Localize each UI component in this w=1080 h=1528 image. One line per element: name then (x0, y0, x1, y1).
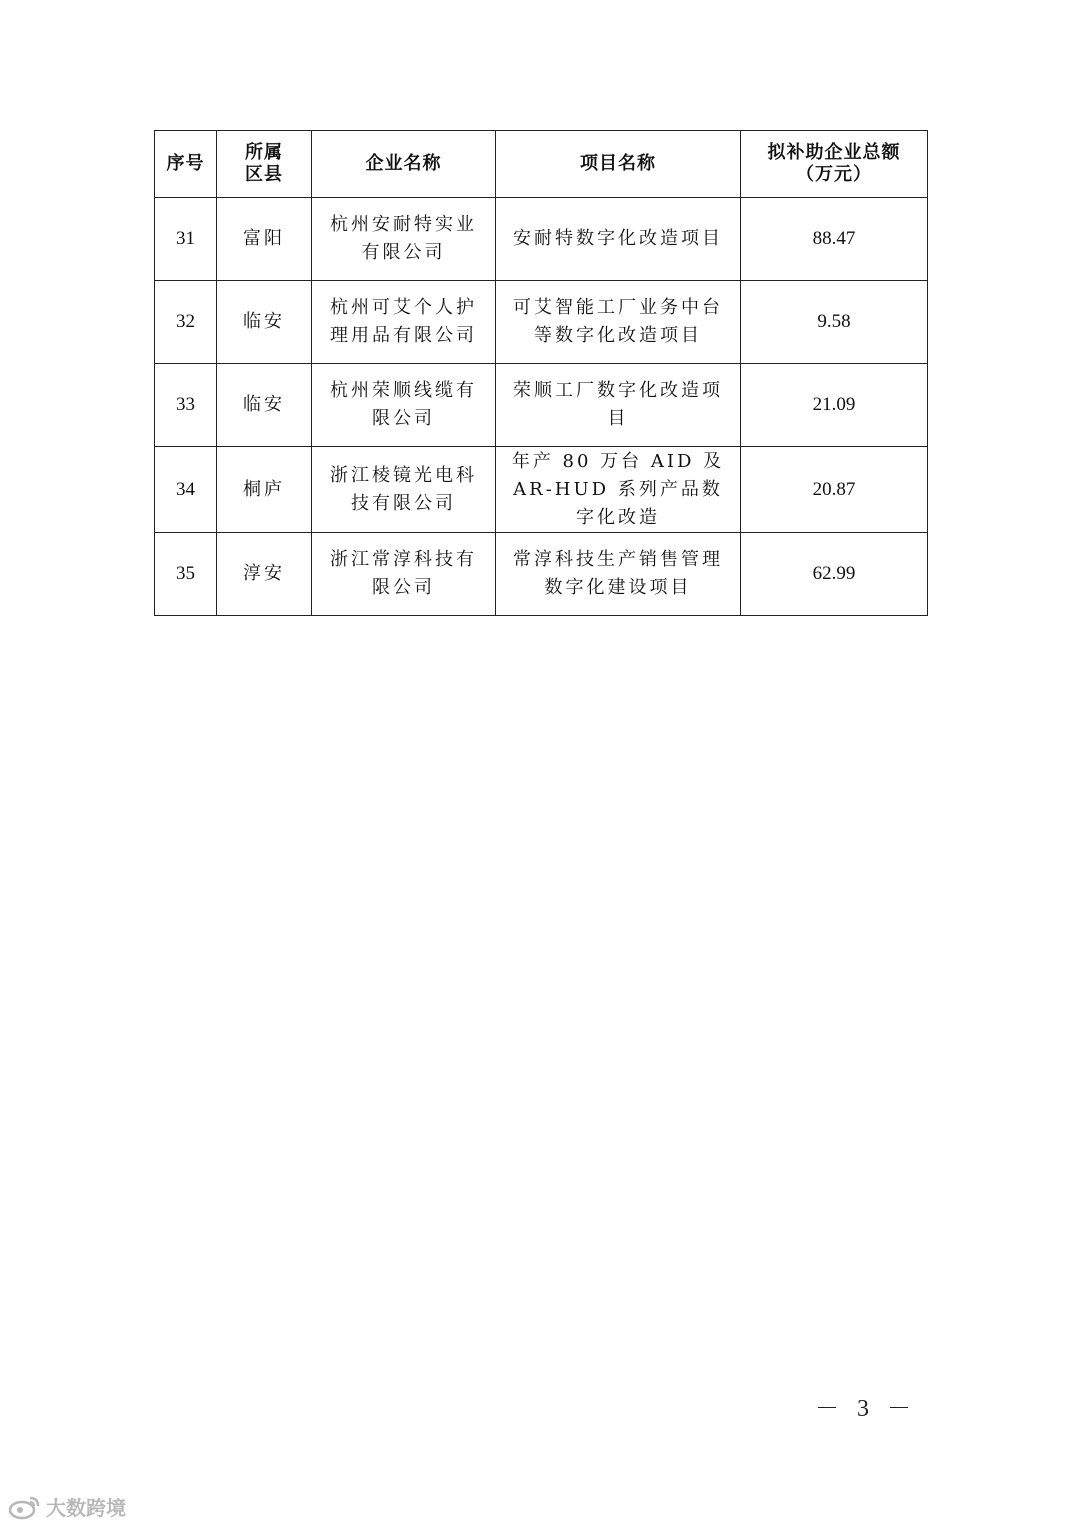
cell-region: 淳安 (217, 533, 312, 616)
cell-amount: 62.99 (741, 533, 928, 616)
cell-project: 安耐特数字化改造项目 (496, 198, 741, 281)
header-num: 序号 (155, 131, 217, 198)
table-row (155, 447, 928, 533)
cell-company: 浙江棱镜光电科技有限公司 (312, 447, 496, 533)
header-company: 企业名称 (312, 131, 496, 198)
subsidy-table (154, 130, 928, 616)
cell-amount: 20.87 (741, 447, 928, 533)
cell-num: 34 (155, 447, 217, 533)
table-row (155, 364, 928, 447)
cell-company: 浙江常淳科技有限公司 (312, 533, 496, 616)
cell-num: 32 (155, 281, 217, 364)
cell-company: 杭州可艾个人护理用品有限公司 (312, 281, 496, 364)
cell-amount: 9.58 (741, 281, 928, 364)
table-row (155, 533, 928, 616)
cell-region: 临安 (217, 364, 312, 447)
watermark (8, 1492, 126, 1521)
table-header-row (155, 131, 928, 198)
cell-amount: 21.09 (741, 364, 928, 447)
cell-num: 35 (155, 533, 217, 616)
header-amount: 拟补助企业总额 （万元） (741, 131, 928, 198)
page-number: － 3 － (815, 1396, 917, 1422)
weibo-logo-icon (8, 1494, 42, 1520)
header-project: 项目名称 (496, 131, 741, 198)
cell-amount: 88.47 (741, 198, 928, 281)
table-row (155, 198, 928, 281)
cell-project: 可艾智能工厂业务中台等数字化改造项目 (496, 281, 741, 364)
cell-region: 临安 (217, 281, 312, 364)
cell-company: 杭州安耐特实业有限公司 (312, 198, 496, 281)
cell-project: 荣顺工厂数字化改造项目 (496, 364, 741, 447)
cell-num: 33 (155, 364, 217, 447)
cell-region: 桐庐 (217, 447, 312, 533)
table-row (155, 281, 928, 364)
header-region: 所属 区县 (217, 131, 312, 198)
cell-project: 常淳科技生产销售管理数字化建设项目 (496, 533, 741, 616)
cell-num: 31 (155, 198, 217, 281)
cell-region: 富阳 (217, 198, 312, 281)
cell-company: 杭州荣顺线缆有限公司 (312, 364, 496, 447)
cell-project: 年产 80 万台 AID 及 AR-HUD 系列产品数字化改造 (496, 447, 741, 533)
watermark-text: 大数跨境 (46, 1496, 126, 1520)
